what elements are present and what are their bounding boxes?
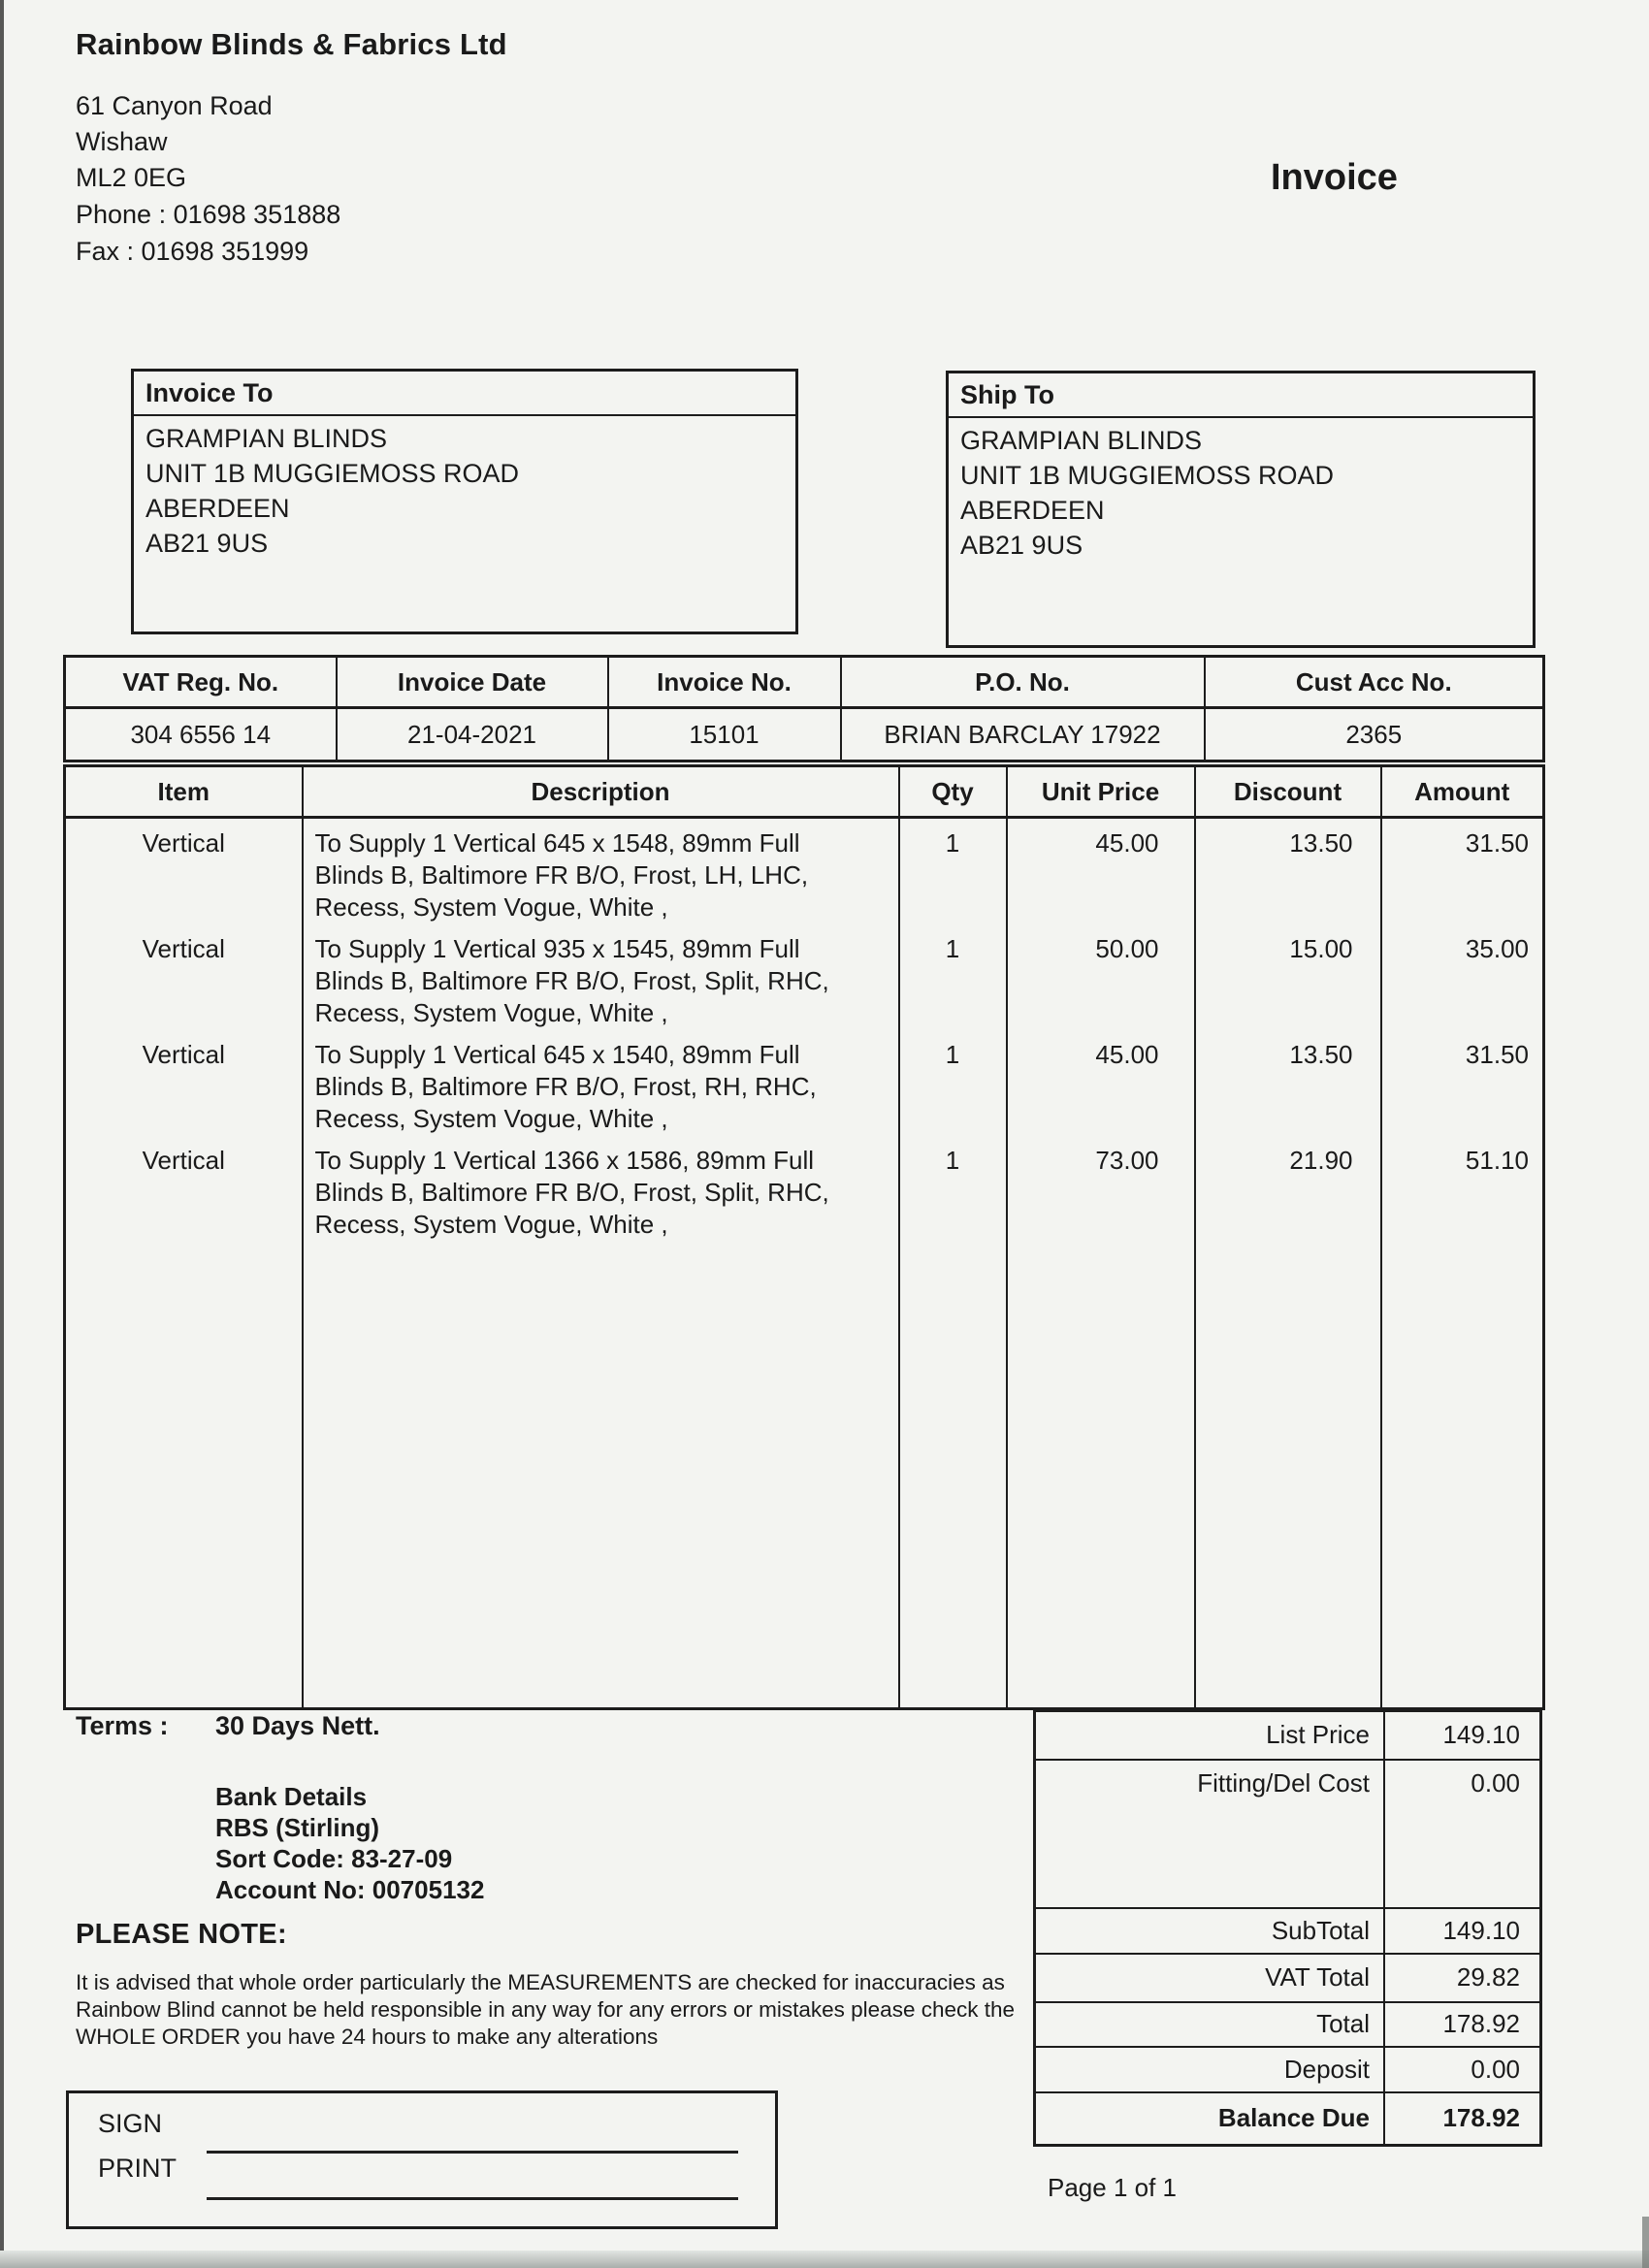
- items-header-qty: Qty: [899, 766, 1007, 818]
- info-value-vat-reg: 304 6556 14: [65, 708, 337, 761]
- item-cell: Vertical: [65, 924, 303, 1030]
- discount-cell: 13.50: [1195, 1030, 1381, 1136]
- item-cell: Vertical: [65, 1136, 303, 1242]
- item-cell: Vertical: [65, 818, 303, 925]
- invoice-to-address: [134, 416, 795, 566]
- invoice-to-line-4: AB21 9US: [146, 529, 269, 558]
- scan-artifact-right-edge: [1642, 2217, 1649, 2268]
- totals-row-total: [1035, 2002, 1541, 2047]
- table-row: [65, 924, 1544, 1030]
- info-value-po-no: BRIAN BARCLAY 17922: [841, 708, 1205, 761]
- ship-to-line-4: AB21 9US: [960, 531, 1083, 560]
- vat-total-label: VAT Total: [1035, 1954, 1385, 2002]
- unit-price-cell: 50.00: [1007, 924, 1195, 1030]
- signature-box: [66, 2090, 778, 2229]
- unit-price-cell: 45.00: [1007, 1030, 1195, 1136]
- subtotal-label: SubTotal: [1035, 1908, 1385, 1954]
- company-address-line-1: 61 Canyon Road: [76, 91, 273, 120]
- ship-to-line-1: GRAMPIAN BLINDS: [960, 426, 1203, 455]
- totals-row-deposit: [1035, 2047, 1541, 2092]
- info-value-invoice-no: 15101: [608, 708, 841, 761]
- company-address-line-2: Wishaw: [76, 127, 168, 156]
- list-price-label: List Price: [1035, 1711, 1385, 1760]
- invoice-info-table: [63, 655, 1545, 762]
- invoice-to-line-3: ABERDEEN: [146, 494, 290, 523]
- document-title: Invoice: [1271, 157, 1398, 198]
- please-note-title: PLEASE NOTE:: [76, 1919, 287, 1950]
- bank-name: RBS (Stirling): [215, 1813, 379, 1842]
- deposit-label: Deposit: [1035, 2047, 1385, 2092]
- scan-artifact-left-edge: [0, 0, 4, 2268]
- totals-table: [1033, 1709, 1542, 2147]
- ship-to-line-2: UNIT 1B MUGGIEMOSS ROAD: [960, 461, 1335, 490]
- print-label: PRINT: [98, 2154, 177, 2183]
- info-header-po-no: P.O. No.: [841, 657, 1205, 708]
- fitting-del-cost-value: 0.00: [1384, 1760, 1541, 1908]
- please-note-body: It is advised that whole order particularly the MEASUREMENTS are checked for inaccuracies as Rainbow Blind cannot be held responsible in any way for any errors or mistakes please check the WHOLE ORDER you have 24 hours to make any alterations: [76, 1970, 1016, 2049]
- invoice-to-line-1: GRAMPIAN BLINDS: [146, 424, 388, 453]
- info-header-row: [65, 657, 1544, 708]
- qty-cell: 1: [899, 924, 1007, 1030]
- info-value-invoice-date: 21-04-2021: [337, 708, 608, 761]
- invoice-to-label: Invoice To: [134, 372, 795, 416]
- description-cell: To Supply 1 Vertical 935 x 1545, 89mm Full Blinds B, Baltimore FR B/O, Frost, Split, RHC, Recess, System Vogue, White ,: [303, 924, 899, 1030]
- qty-cell: 1: [899, 818, 1007, 925]
- info-header-invoice-date: Invoice Date: [337, 657, 608, 708]
- table-row: [65, 818, 1544, 925]
- unit-price-cell: 45.00: [1007, 818, 1195, 925]
- info-header-cust-acc: Cust Acc No.: [1205, 657, 1544, 708]
- qty-cell: 1: [899, 1136, 1007, 1242]
- list-price-value: 149.10: [1384, 1711, 1541, 1760]
- company-phone: Phone : 01698 351888: [76, 200, 341, 229]
- ship-to-line-3: ABERDEEN: [960, 496, 1105, 525]
- ship-to-address: [949, 418, 1533, 567]
- bank-sort-code: Sort Code: 83-27-09: [215, 1844, 453, 1873]
- info-value-row: [65, 708, 1544, 761]
- discount-cell: 15.00: [1195, 924, 1381, 1030]
- print-line: [207, 2197, 738, 2200]
- item-cell: Vertical: [65, 1030, 303, 1136]
- info-value-cust-acc: 2365: [1205, 708, 1544, 761]
- totals-row-balance-due: [1035, 2092, 1541, 2146]
- discount-cell: 21.90: [1195, 1136, 1381, 1242]
- balance-due-value: 178.92: [1384, 2092, 1541, 2146]
- discount-cell: 13.50: [1195, 818, 1381, 925]
- total-label: Total: [1035, 2002, 1385, 2047]
- vat-total-value: 29.82: [1384, 1954, 1541, 2002]
- bank-account-no: Account No: 00705132: [215, 1875, 485, 1904]
- sign-label: SIGN: [98, 2109, 163, 2138]
- totals-row-list-price: [1035, 1711, 1541, 1760]
- table-row: [65, 1030, 1544, 1136]
- company-name: Rainbow Blinds & Fabrics Ltd: [76, 27, 507, 61]
- info-header-vat-reg: VAT Reg. No.: [65, 657, 337, 708]
- company-address-line-3: ML2 0EG: [76, 163, 187, 192]
- subtotal-value: 149.10: [1384, 1908, 1541, 1954]
- totals-row-fitting: [1035, 1760, 1541, 1908]
- invoice-to-line-2: UNIT 1B MUGGIEMOSS ROAD: [146, 459, 520, 488]
- ship-to-label: Ship To: [949, 373, 1533, 418]
- sign-line: [207, 2151, 738, 2154]
- table-row: [65, 1136, 1544, 1242]
- ship-to-box: [946, 371, 1536, 648]
- bank-details-block: [215, 1781, 484, 1905]
- items-header-row: [65, 766, 1544, 818]
- description-cell: To Supply 1 Vertical 645 x 1540, 89mm Full Blinds B, Baltimore FR B/O, Frost, RH, RHC, Recess, System Vogue, White ,: [303, 1030, 899, 1136]
- total-value: 178.92: [1384, 2002, 1541, 2047]
- totals-row-subtotal: [1035, 1908, 1541, 1954]
- items-empty-space: [65, 1242, 1544, 1709]
- unit-price-cell: 73.00: [1007, 1136, 1195, 1242]
- bank-details-title: Bank Details: [215, 1782, 368, 1811]
- deposit-value: 0.00: [1384, 2047, 1541, 2092]
- items-header-amount: Amount: [1381, 766, 1544, 818]
- info-header-invoice-no: Invoice No.: [608, 657, 841, 708]
- terms-value: 30 Days Nett.: [215, 1711, 380, 1740]
- items-header-discount: Discount: [1195, 766, 1381, 818]
- line-items-table: [63, 764, 1545, 1710]
- terms-label: Terms :: [76, 1711, 169, 1740]
- items-header-item: Item: [65, 766, 303, 818]
- page-number: Page 1 of 1: [1048, 2173, 1177, 2202]
- description-cell: To Supply 1 Vertical 645 x 1548, 89mm Full Blinds B, Baltimore FR B/O, Frost, LH, LHC, Recess, System Vogue, White ,: [303, 818, 899, 925]
- fitting-del-cost-label: Fitting/Del Cost: [1035, 1760, 1385, 1908]
- amount-cell: 35.00: [1381, 924, 1544, 1030]
- invoice-to-box: [131, 369, 798, 634]
- totals-row-vat: [1035, 1954, 1541, 2002]
- balance-due-label: Balance Due: [1035, 2092, 1385, 2146]
- qty-cell: 1: [899, 1030, 1007, 1136]
- amount-cell: 51.10: [1381, 1136, 1544, 1242]
- scan-artifact-bottom-edge: [0, 2251, 1649, 2268]
- amount-cell: 31.50: [1381, 1030, 1544, 1136]
- description-cell: To Supply 1 Vertical 1366 x 1586, 89mm Full Blinds B, Baltimore FR B/O, Frost, Split, RHC, Recess, System Vogue, White ,: [303, 1136, 899, 1242]
- items-header-unit-price: Unit Price: [1007, 766, 1195, 818]
- amount-cell: 31.50: [1381, 818, 1544, 925]
- company-fax: Fax : 01698 351999: [76, 237, 309, 266]
- items-header-description: Description: [303, 766, 899, 818]
